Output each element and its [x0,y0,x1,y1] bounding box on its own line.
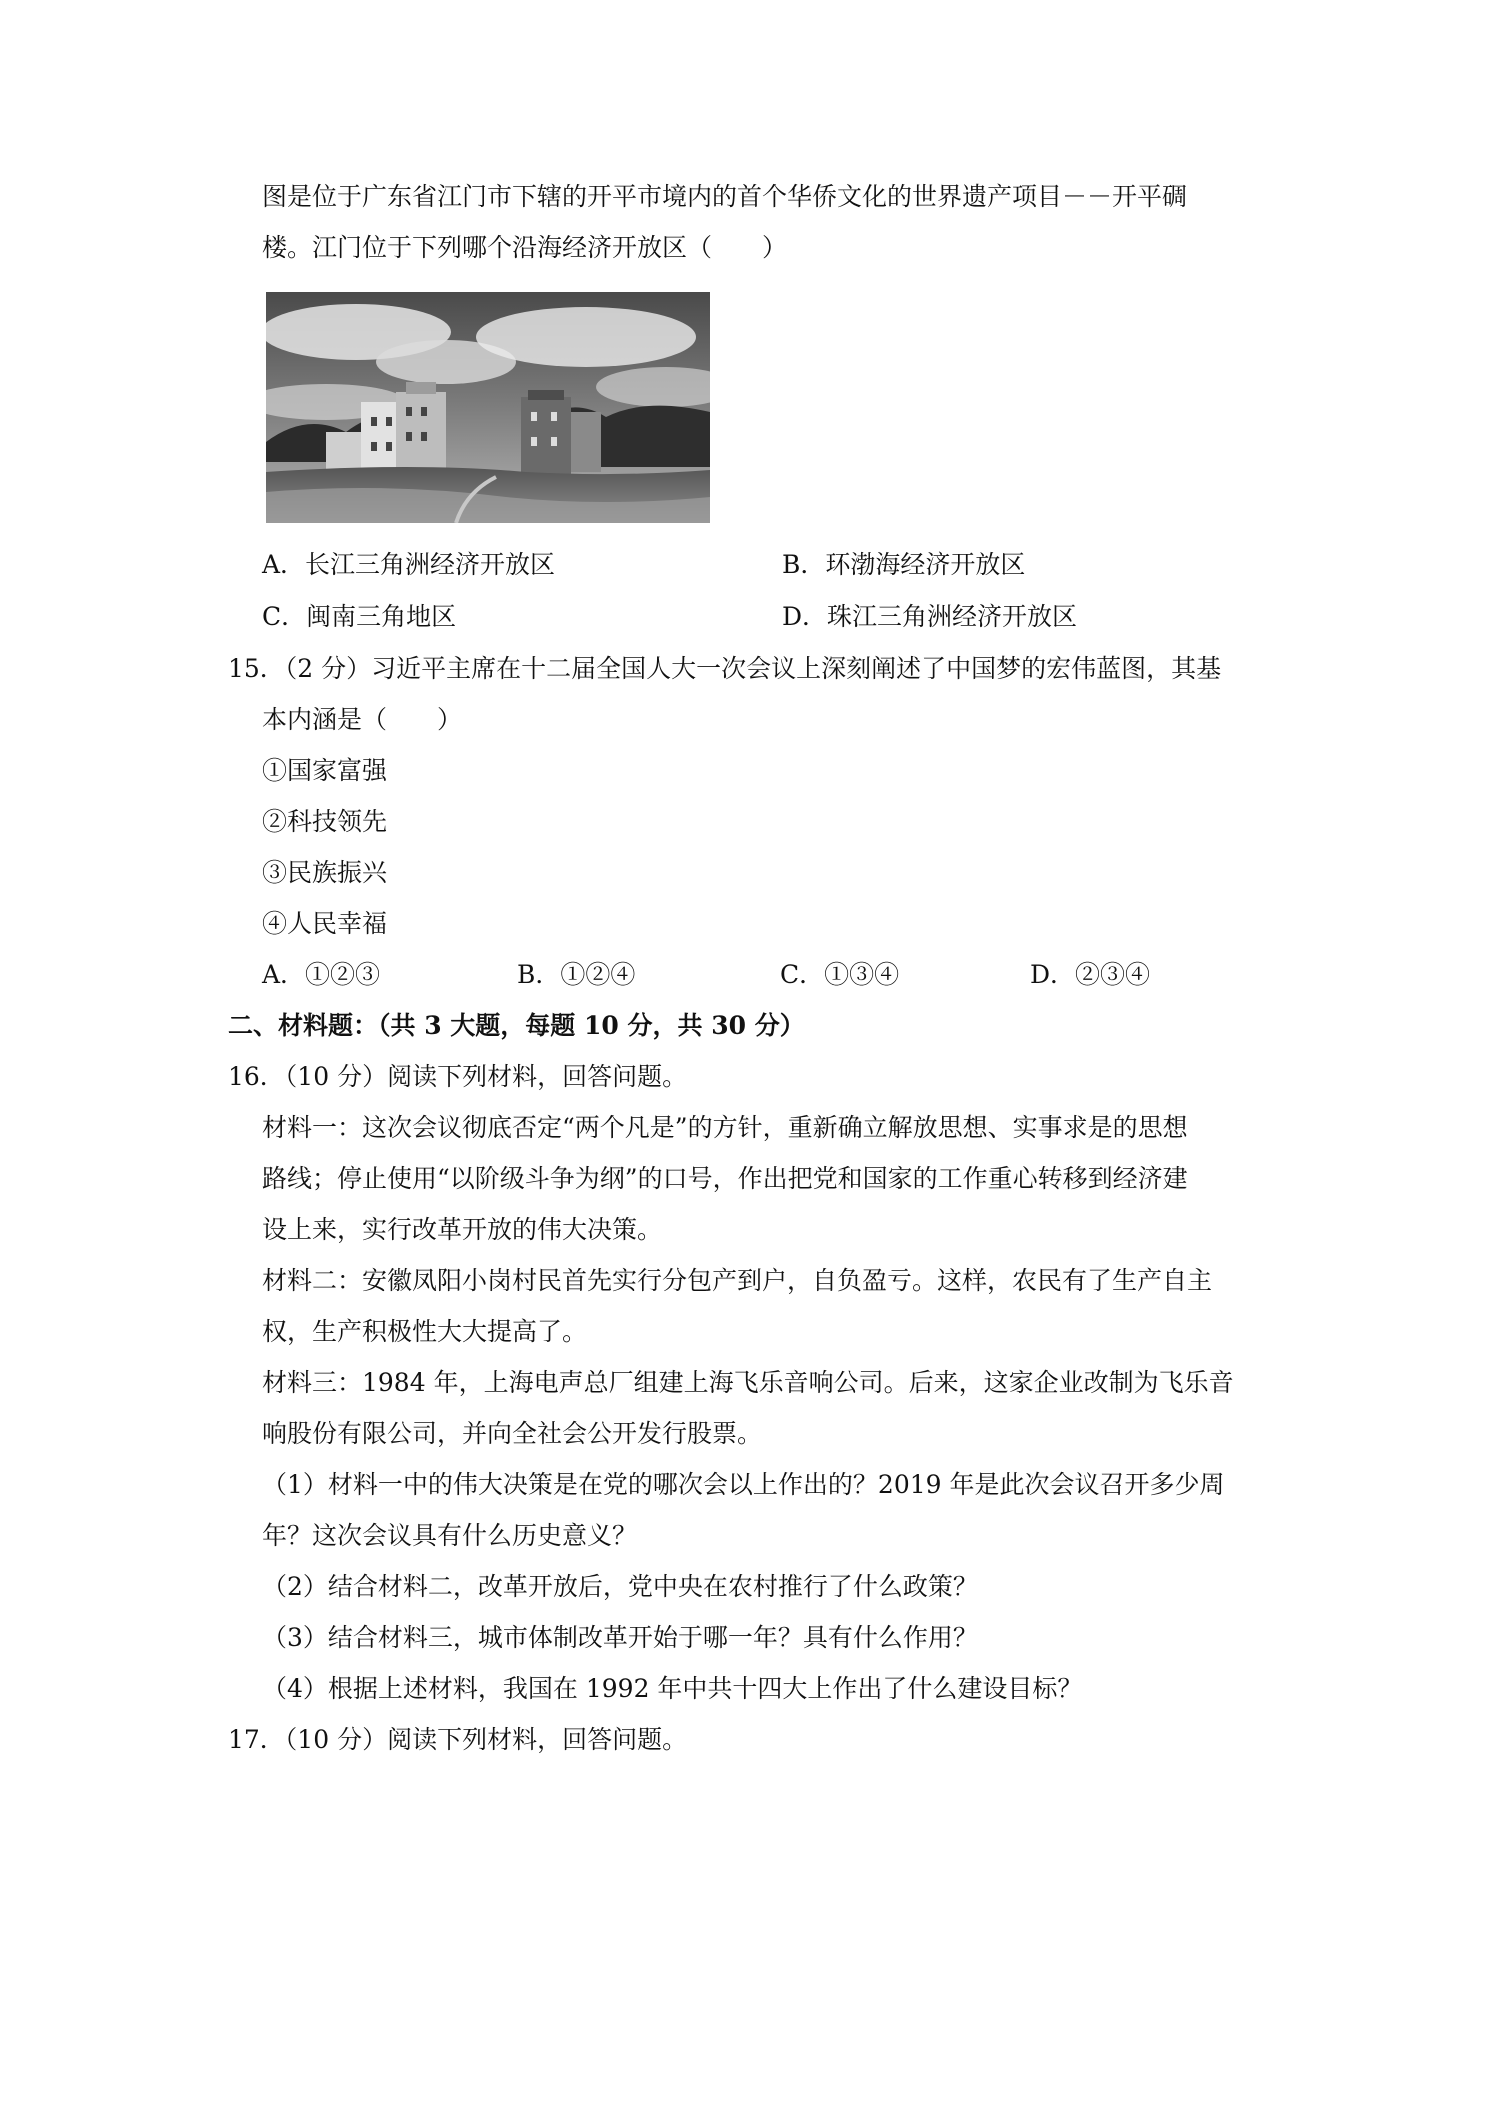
q16-material3-line2: 响股份有限公司，并向全社会公开发行股票。 [262,1419,763,1448]
q15-item-3: ③民族振兴 [262,858,388,887]
q15-item-2: ②科技领先 [262,807,388,836]
q15-option-d: D．②③④ [1030,960,1151,989]
q15-stem-line2: 本内涵是（ ） [262,705,463,734]
q16-material1-line3: 设上来，实行改革开放的伟大决策。 [262,1215,663,1244]
q15-stem-line1: 15．（2 分）习近平主席在十二届全国人大一次会议上深刻阐述了中国梦的宏伟蓝图，其基 [228,654,1222,683]
q15-option-a: A．①②③ [262,960,381,989]
q16-material3-line1: 材料三：1984 年，上海电声总厂组建上海飞乐音响公司。后来，这家企业改制为飞乐音 [262,1368,1234,1397]
q14-option-c: C．闽南三角地区 [262,602,457,631]
q16-sub2: （2）结合材料二，改革开放后，党中央在农村推行了什么政策？ [262,1572,978,1601]
q16-sub1-line1: （1）材料一中的伟大决策是在党的哪次会以上作出的？2019 年是此次会议召开多少周 [262,1470,1225,1499]
q15-option-b: B．①②④ [517,960,636,989]
q14-option-a: A．长江三角洲经济开放区 [262,550,556,579]
q16-stem: 16．（10 分）阅读下列材料，回答问题。 [228,1062,688,1091]
q14-stem-line2: 楼。江门位于下列哪个沿海经济开放区（ ） [262,233,788,262]
q15-item-1: ①国家富强 [262,756,388,785]
q15-item-4: ④人民幸福 [262,909,388,938]
q16-sub4: （4）根据上述材料，我国在 1992 年中共十四大上作出了什么建设目标？ [262,1674,1083,1703]
q17-stem: 17．（10 分）阅读下列材料，回答问题。 [228,1725,688,1754]
q16-material2-line2: 权，生产积极性大大提高了。 [262,1317,588,1346]
q14-option-b: B．环渤海经济开放区 [782,550,1026,579]
q16-sub1-line2: 年？这次会议具有什么历史意义？ [262,1521,638,1550]
q16-material1-line1: 材料一：这次会议彻底否定“两个凡是”的方针，重新确立解放思想、实事求是的思想 [262,1113,1188,1142]
q15-option-c: C．①③④ [780,960,900,989]
diaolou-photo [266,292,710,523]
q16-material1-line2: 路线；停止使用“以阶级斗争为纲”的口号，作出把党和国家的工作重心转移到经济建 [262,1164,1188,1193]
q16-material2-line1: 材料二：安徽凤阳小岗村民首先实行分包产到户，自负盈亏。这样，农民有了生产自主 [262,1266,1213,1295]
section2-heading: 二、材料题：（共 3 大题，每题 10 分，共 30 分） [228,1011,805,1040]
q14-option-d: D．珠江三角洲经济开放区 [782,602,1078,631]
q14-stem-line1: 图是位于广东省江门市下辖的开平市境内的首个华侨文化的世界遗产项目－－开平碉 [262,182,1188,211]
q16-sub3: （3）结合材料三，城市体制改革开始于哪一年？具有什么作用？ [262,1623,978,1652]
